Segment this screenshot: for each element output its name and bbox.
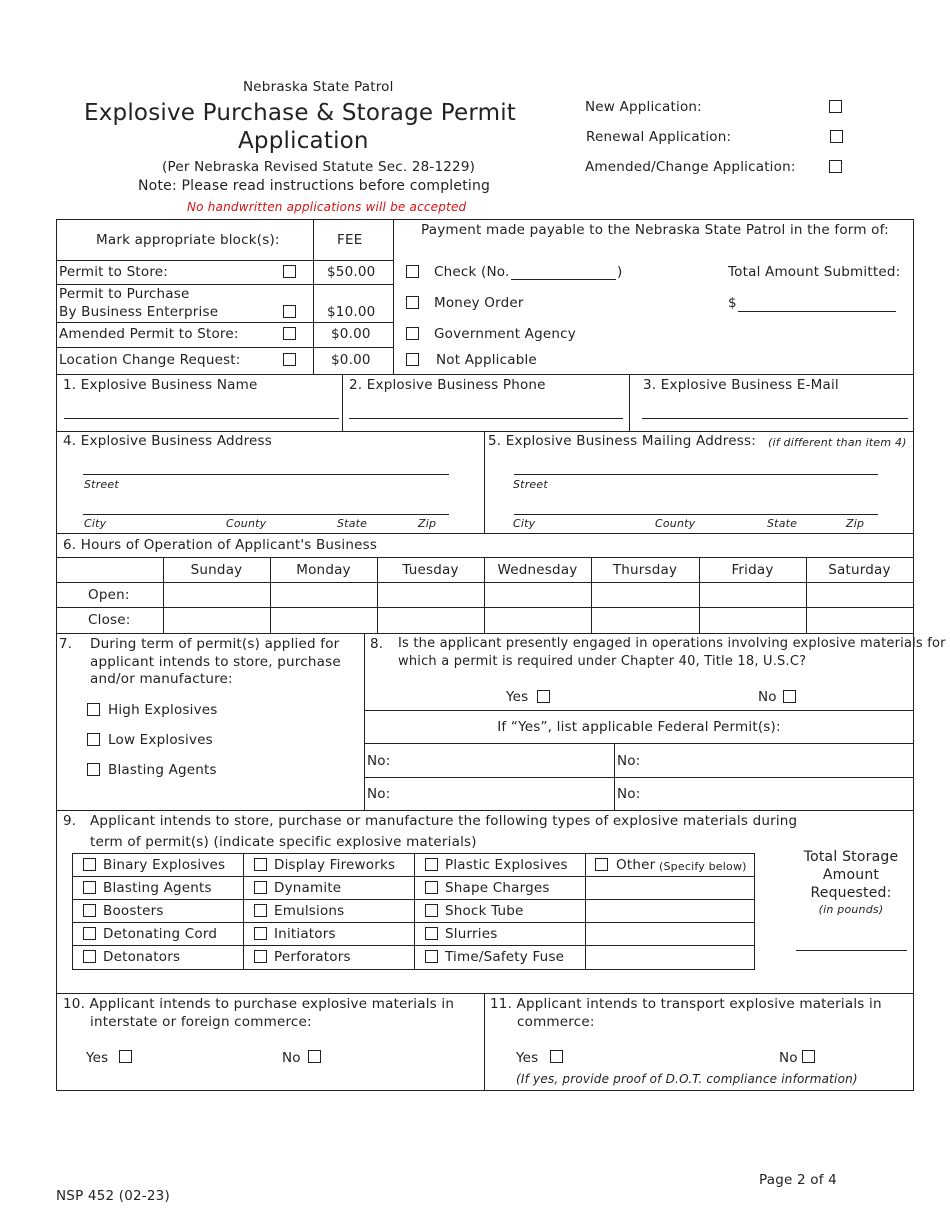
item11-no-checkbox[interactable] [802, 1050, 815, 1063]
perforators-checkbox[interactable] [254, 950, 267, 963]
business-email-label: 3. Explosive Business E-Mail [643, 377, 839, 393]
item10-no-label: No [282, 1050, 301, 1066]
item7-number: 7. [59, 636, 73, 652]
check-close: ) [617, 264, 623, 280]
federal-permit-no-2: No: [617, 753, 641, 769]
low-explosives-checkbox[interactable] [87, 733, 100, 746]
total-amount-label: Total Amount Submitted: [728, 264, 901, 280]
check-label: Check (No. [434, 264, 510, 280]
federal-permit-no-1: No: [367, 753, 391, 769]
high-explosives-checkbox[interactable] [87, 703, 100, 716]
federal-permit-no-4: No: [617, 786, 641, 802]
hours-title: 6. Hours of Operation of Applicant's Business [63, 537, 378, 553]
payment-header: Payment made payable to the Nebraska State Patrol in the form of: [421, 222, 889, 238]
blasting-agents-checkbox[interactable] [87, 763, 100, 776]
open-label: Open: [88, 587, 130, 603]
instructions-note: Note: Please read instructions before completing [138, 178, 491, 194]
dynamite-checkbox[interactable] [254, 881, 267, 894]
storage-note: (in pounds) [818, 903, 884, 916]
permit-to-purchase-fee: $10.00 [327, 304, 376, 320]
permit-to-purchase-checkbox[interactable] [283, 305, 296, 318]
binary-explosives-checkbox[interactable] [83, 858, 96, 871]
day-saturday: Saturday [828, 562, 891, 578]
day-monday: Monday [296, 562, 351, 578]
total-amount-line[interactable] [738, 311, 896, 312]
item7-text-line3: and/or manufacture: [90, 671, 233, 687]
slurries-label: Slurries [445, 926, 498, 942]
day-friday: Friday [731, 562, 774, 578]
check-checkbox[interactable] [406, 265, 419, 278]
low-explosives-label: Low Explosives [108, 732, 213, 748]
item8-yes-label: Yes [506, 689, 529, 705]
day-sunday: Sunday [190, 562, 243, 578]
item8-number: 8. [370, 636, 384, 652]
statute-text: (Per Nebraska Revised Statute Sec. 28-1229) [162, 159, 476, 175]
amended-application-label: Amended/Change Application: [585, 159, 796, 175]
fee-block-header: Mark appropriate block(s): [96, 232, 280, 248]
other-specify-field[interactable] [586, 877, 754, 969]
mailing-zip-label: Zip [846, 517, 865, 530]
plastic-explosives-label: Plastic Explosives [445, 857, 568, 873]
boosters-label: Boosters [103, 903, 164, 919]
handwritten-warning: No handwritten applications will be accepted [187, 200, 467, 214]
binary-explosives-label: Binary Explosives [103, 857, 226, 873]
shock-tube-checkbox[interactable] [425, 904, 438, 917]
day-thursday: Thursday [612, 562, 678, 578]
item10-yes-label: Yes [86, 1050, 109, 1066]
permit-to-purchase-label: Permit to Purchase [59, 286, 190, 302]
federal-permit-label: If “Yes”, list applicable Federal Permit(s): [497, 719, 781, 735]
item9-text-line1: Applicant intends to store, purchase or manufacture the following types of explosive materials during [90, 813, 798, 829]
address-city-label: City [84, 517, 107, 530]
business-address-label: 4. Explosive Business Address [63, 433, 273, 449]
display-fireworks-label: Display Fireworks [274, 857, 396, 873]
government-agency-label: Government Agency [434, 326, 576, 342]
money-order-checkbox[interactable] [406, 296, 419, 309]
hours-close-cell[interactable] [164, 608, 913, 633]
permit-to-store-fee: $50.00 [327, 264, 376, 280]
location-change-fee: $0.00 [331, 352, 371, 368]
close-label: Close: [88, 612, 131, 628]
detonating-cord-checkbox[interactable] [83, 927, 96, 940]
item10-text-line2: interstate or foreign commerce: [90, 1014, 312, 1030]
mailing-address-label: 5. Explosive Business Mailing Address: [488, 433, 756, 449]
dollar-sign: $ [728, 295, 737, 311]
page-number: Page 2 of 4 [759, 1172, 837, 1188]
location-change-checkbox[interactable] [283, 353, 296, 366]
form-title-line2: Application [238, 128, 369, 154]
perforators-label: Perforators [274, 949, 351, 965]
blasting-agents-9-checkbox[interactable] [83, 881, 96, 894]
emulsions-label: Emulsions [274, 903, 345, 919]
not-applicable-checkbox[interactable] [406, 353, 419, 366]
item10-yes-checkbox[interactable] [119, 1050, 132, 1063]
item10-text-line1: 10. Applicant intends to purchase explosive materials in [63, 996, 455, 1012]
address-county-label: County [226, 517, 267, 530]
item7-text-line2: applicant intends to store, purchase [90, 654, 341, 670]
mailing-street-label: Street [513, 478, 548, 491]
day-tuesday: Tuesday [402, 562, 459, 578]
time-safety-fuse-label: Time/Safety Fuse [445, 949, 565, 965]
check-number-line[interactable] [511, 279, 616, 280]
item10-no-checkbox[interactable] [308, 1050, 321, 1063]
federal-permit-no-3: No: [367, 786, 391, 802]
government-agency-checkbox[interactable] [406, 327, 419, 340]
agency-name: Nebraska State Patrol [243, 79, 394, 95]
item8-no-checkbox[interactable] [783, 690, 796, 703]
form-number: NSP 452 (02-23) [56, 1188, 170, 1204]
mailing-street-line[interactable] [514, 474, 878, 475]
business-name-line[interactable] [64, 418, 339, 419]
address-street-line[interactable] [83, 474, 449, 475]
item8-yes-checkbox[interactable] [537, 690, 550, 703]
mailing-county-label: County [655, 517, 696, 530]
detonating-cord-label: Detonating Cord [103, 926, 218, 942]
item11-text-line2: commerce: [517, 1014, 595, 1030]
detonators-checkbox[interactable] [83, 950, 96, 963]
mailing-state-label: State [767, 517, 798, 530]
plastic-explosives-checkbox[interactable] [425, 858, 438, 871]
emulsions-checkbox[interactable] [254, 904, 267, 917]
business-phone-label: 2. Explosive Business Phone [349, 377, 546, 393]
money-order-label: Money Order [434, 295, 524, 311]
item7-text-line1: During term of permit(s) applied for [90, 636, 340, 652]
mailing-address-note: (if different than item 4) [768, 436, 907, 449]
location-change-label: Location Change Request: [59, 352, 241, 368]
blasting-agents-label: Blasting Agents [108, 762, 217, 778]
initiators-label: Initiators [274, 926, 336, 942]
boosters-checkbox[interactable] [83, 904, 96, 917]
not-applicable-label: Not Applicable [436, 352, 537, 368]
renewal-application-checkbox[interactable] [830, 130, 843, 143]
amended-application-checkbox[interactable] [829, 160, 842, 173]
storage-label-line1: Total Storage [803, 849, 899, 865]
mailing-city-label: City [513, 517, 536, 530]
amended-permit-label: Amended Permit to Store: [59, 326, 239, 342]
item11-yes-label: Yes [516, 1050, 539, 1066]
detonators-label: Detonators [103, 949, 181, 965]
item8-text-line1: Is the applicant presently engaged in operations involving explosive materials for [398, 636, 946, 651]
blasting-agents-9-label: Blasting Agents [103, 880, 212, 896]
renewal-application-label: Renewal Application: [586, 129, 732, 145]
address-state-label: State [337, 517, 368, 530]
high-explosives-label: High Explosives [108, 702, 218, 718]
slurries-checkbox[interactable] [425, 927, 438, 940]
amended-permit-fee: $0.00 [331, 326, 371, 342]
item11-text-line1: 11. Applicant intends to transport explosive materials in [490, 996, 882, 1012]
shape-charges-checkbox[interactable] [425, 881, 438, 894]
fee-header: FEE [337, 232, 363, 248]
address-zip-label: Zip [418, 517, 437, 530]
initiators-checkbox[interactable] [254, 927, 267, 940]
permit-to-store-label: Permit to Store: [59, 264, 169, 280]
amended-permit-checkbox[interactable] [283, 327, 296, 340]
item11-no-label: No [779, 1050, 798, 1066]
permit-to-store-checkbox[interactable] [283, 265, 296, 278]
item9-number: 9. [63, 813, 77, 829]
day-wednesday: Wednesday [497, 562, 578, 578]
new-application-checkbox[interactable] [829, 100, 842, 113]
address-city-line[interactable] [83, 514, 449, 515]
new-application-label: New Application: [585, 99, 702, 115]
other-note: (Specify below) [659, 860, 747, 873]
shape-charges-label: Shape Charges [445, 880, 550, 896]
item8-no-label: No [758, 689, 777, 705]
item9-text-line2: term of permit(s) (indicate specific explosive materials) [90, 834, 477, 850]
address-street-label: Street [84, 478, 119, 491]
item11-yes-checkbox[interactable] [550, 1050, 563, 1063]
mailing-city-line[interactable] [514, 514, 878, 515]
business-phone-line[interactable] [349, 418, 623, 419]
time-safety-fuse-checkbox[interactable] [425, 950, 438, 963]
business-email-line[interactable] [642, 418, 908, 419]
permit-to-purchase-label2: By Business Enterprise [59, 304, 219, 320]
shock-tube-label: Shock Tube [445, 903, 524, 919]
dynamite-label: Dynamite [274, 880, 342, 896]
item11-dot-note: (If yes, provide proof of D.O.T. compliance information) [516, 1072, 858, 1086]
storage-label-line3: Requested: [810, 885, 892, 901]
business-name-label: 1. Explosive Business Name [63, 377, 258, 393]
other-checkbox[interactable] [595, 858, 608, 871]
other-label: Other [616, 857, 656, 873]
item8-text-line2: which a permit is required under Chapter 40, Title 18, U.S.C? [398, 654, 807, 669]
storage-label-line2: Amount [822, 867, 880, 883]
storage-amount-line[interactable] [796, 950, 907, 951]
hours-open-cell[interactable] [164, 583, 913, 607]
form-title-line1: Explosive Purchase & Storage Permit [84, 100, 517, 126]
display-fireworks-checkbox[interactable] [254, 858, 267, 871]
